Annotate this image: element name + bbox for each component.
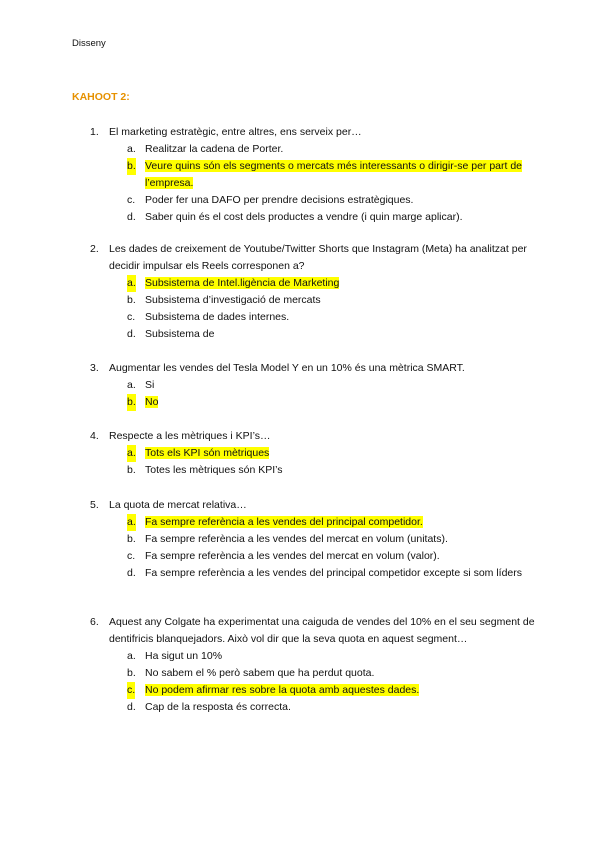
option-text: Cap de la resposta és correcta. [145, 701, 291, 713]
option-text: Poder fer una DAFO per prendre decisions estratègiques. [145, 194, 414, 206]
option-letter: b. [127, 464, 136, 476]
option-text: Subsistema de [145, 328, 215, 340]
option-text: Ha sigut un 10% [145, 650, 223, 662]
option-letter: a. [127, 514, 136, 531]
option-text: Realitzar la cadena de Porter. [145, 143, 284, 155]
option-letter: a. [127, 275, 136, 292]
option-letter: c. [127, 194, 136, 206]
option [127, 209, 542, 226]
option-text: Si [145, 379, 155, 391]
question-number: 4. [90, 430, 99, 442]
option [127, 192, 542, 209]
question-text: Augmentar les vendes del Tesla Model Y en un 10% és una mètrica SMART. [109, 362, 465, 374]
question-number: 1. [90, 126, 99, 138]
option-highlighted [127, 394, 542, 411]
option-letter: b. [127, 533, 136, 545]
question-number: 2. [90, 243, 99, 255]
option [127, 326, 542, 343]
option [127, 462, 542, 479]
option-letter: b. [127, 294, 136, 306]
question-1 [90, 124, 542, 226]
question-number: 3. [90, 362, 99, 374]
option [127, 292, 542, 309]
question-text: El marketing estratègic, entre altres, ens serveix per… [109, 126, 362, 138]
option-highlighted [127, 158, 542, 192]
option [127, 531, 542, 548]
option-text: Subsistema de dades internes. [145, 311, 290, 323]
question-text: Respecte a les mètriques i KPI’s… [109, 430, 271, 442]
option-text: Fa sempre referència a les vendes del mercat en volum (valor). [145, 550, 440, 562]
option-letter: d. [127, 567, 136, 579]
option-text: Tots els KPI són mètriques [145, 447, 270, 459]
option [127, 141, 542, 158]
question-text: Les dades de creixement de Youtube/Twitter Shorts que Instagram (Meta) ha analitzat per decidir impulsar els Reels corresponen a? [109, 243, 527, 272]
question-number: 5. [90, 499, 99, 511]
option-letter: c. [127, 311, 136, 323]
option-text: Totes les mètriques són KPI’s [145, 464, 283, 476]
option-letter: b. [127, 394, 136, 411]
option-text: Subsistema de Intel.ligència de Marketing [145, 277, 340, 289]
question-4 [90, 428, 542, 479]
question-text: Aquest any Colgate ha experimentat una caiguda de vendes del 10% en el seu segment de dentifricis blanquejadors. Això vol dir que la seva quota en aquest segment… [109, 616, 535, 645]
option-letter: d. [127, 701, 136, 713]
option-highlighted [127, 514, 542, 531]
option-letter: a. [127, 379, 136, 391]
option-highlighted [127, 682, 542, 699]
option [127, 548, 542, 565]
section-title: KAHOOT 2: [72, 91, 130, 103]
option-text: Veure quins són els segments o mercats més interessants o dirigir-se per part de l’empresa. [145, 160, 523, 189]
option-text: Fa sempre referència a les vendes del mercat en volum (unitats). [145, 533, 448, 545]
option-letter: d. [127, 211, 136, 223]
option-letter: b. [127, 667, 136, 679]
option-text: Fa sempre referència a les vendes del principal competidor excepte si som líders [145, 567, 523, 579]
option-highlighted [127, 445, 542, 462]
option [127, 648, 542, 665]
question-2 [90, 241, 542, 343]
question-5 [90, 497, 542, 582]
option-text: Subsistema d’investigació de mercats [145, 294, 321, 306]
option-letter: a. [127, 650, 136, 662]
option-letter: a. [127, 143, 136, 155]
option-text: No [145, 396, 159, 408]
option-text: Fa sempre referència a les vendes del principal competidor. [145, 516, 423, 528]
option-letter: b. [127, 158, 136, 175]
option [127, 309, 542, 326]
option-letter: c. [127, 682, 135, 699]
question-6 [90, 614, 542, 716]
option-letter: a. [127, 445, 136, 462]
option [127, 665, 542, 682]
option [127, 377, 542, 394]
option-text: Saber quin és el cost dels productes a vendre (i quin marge aplicar). [145, 211, 463, 223]
question-3 [90, 360, 542, 411]
option-highlighted [127, 275, 542, 292]
option [127, 565, 542, 582]
option-text: No sabem el % però sabem que ha perdut quota. [145, 667, 375, 679]
option [127, 699, 542, 716]
option-text: No podem afirmar res sobre la quota amb aquestes dades. [145, 684, 420, 696]
option-letter: c. [127, 550, 136, 562]
option-letter: d. [127, 328, 136, 340]
question-number: 6. [90, 616, 99, 628]
document-header: Disseny [72, 38, 106, 49]
question-text: La quota de mercat relativa… [109, 499, 247, 511]
